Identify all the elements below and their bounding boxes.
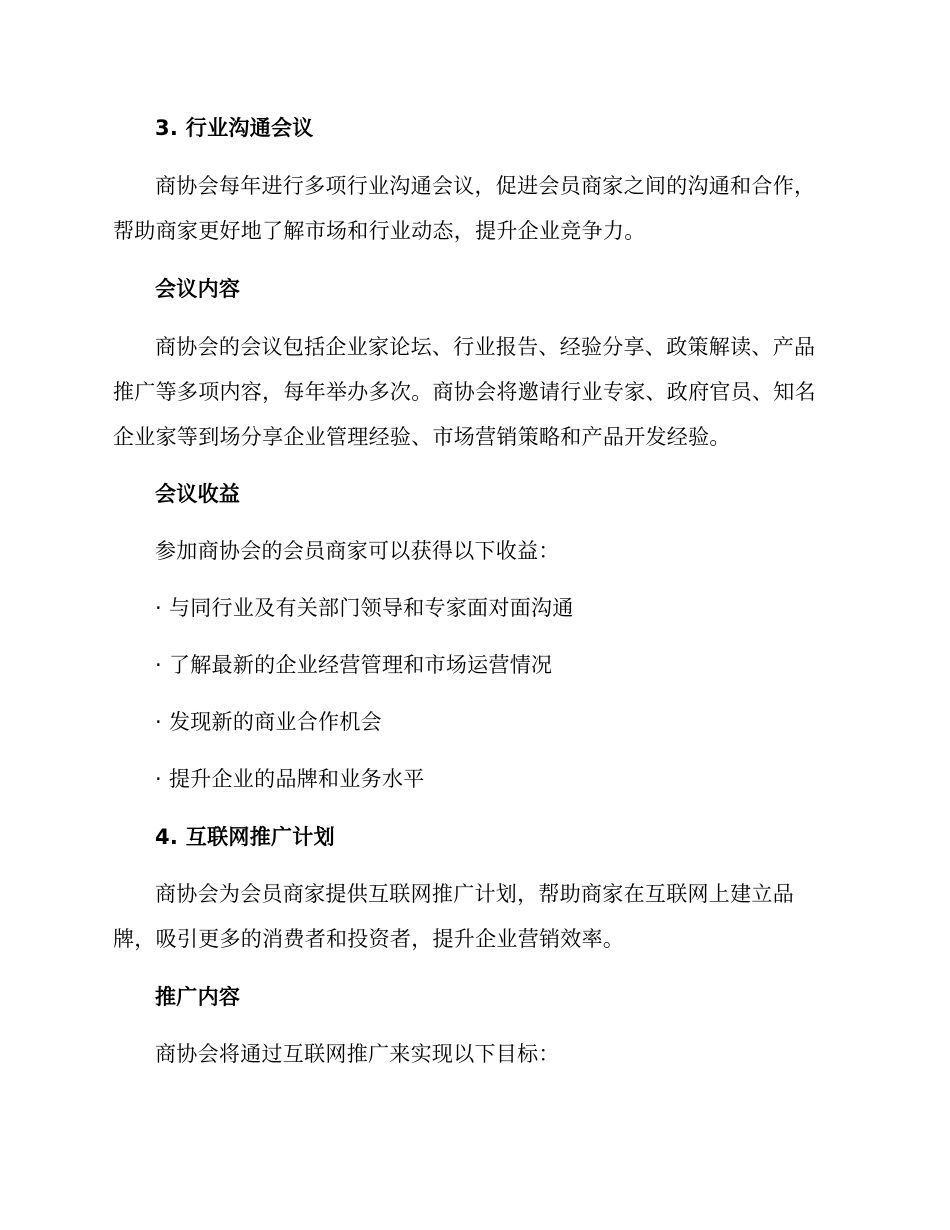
benefit-list-item: · 发现新的商业合作机会 [155,710,382,734]
meeting-benefits-heading: 会议收益 [155,482,241,506]
promotion-content-heading: 推广内容 [155,985,241,1009]
benefit-list-item: · 与同行业及有关部门领导和专家面对面沟通 [155,596,574,620]
section-3-intro-line-1: 商协会每年进行多项行业沟通会议，促进会员商家之间的沟通和合作， [155,174,816,198]
section-4-intro-line-1: 商协会为会员商家提供互联网推广计划，帮助商家在互联网上建立品 [155,882,794,906]
section-4-intro-line-2: 牌，吸引更多的消费者和投资者，提升企业营销效率。 [113,927,625,951]
section-3-intro-line-2: 帮助商家更好地了解市场和行业动态，提升企业竞争力。 [113,219,646,243]
benefit-list-item: · 提升企业的品牌和业务水平 [155,767,425,791]
meeting-content-line-3: 企业家等到场分享企业管理经验、市场营销策略和产品开发经验。 [113,425,731,449]
meeting-content-line-2: 推广等多项内容，每年举办多次。商协会将邀请行业专家、政府官员、知名 [113,380,816,404]
promotion-content-intro: 商协会将通过互联网推广来实现以下目标： [155,1042,560,1066]
meeting-content-line-1: 商协会的会议包括企业家论坛、行业报告、经验分享、政策解读、产品 [155,335,816,359]
meeting-benefits-intro: 参加商协会的会员商家可以获得以下收益： [155,539,560,563]
section-4-title: 4. 互联网推广计划 [155,825,335,849]
meeting-content-heading: 会议内容 [155,277,241,301]
section-3-title: 3. 行业沟通会议 [155,116,314,140]
benefit-list-item: · 了解最新的企业经营管理和市场运营情况 [155,653,553,677]
